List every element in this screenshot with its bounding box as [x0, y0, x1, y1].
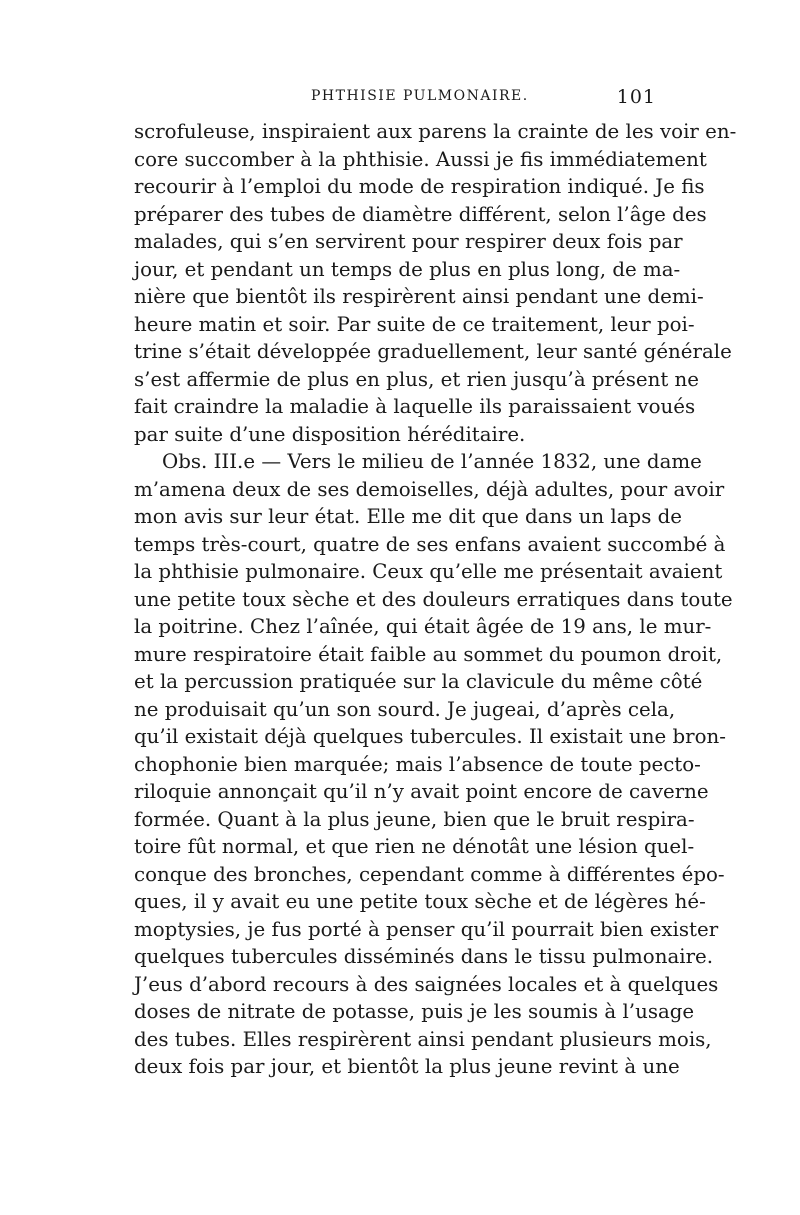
- text-line: trine s’était développée graduellement, leur santé générale: [134, 340, 732, 363]
- text-line: m’amena deux de ses demoiselles, déjà adultes, pour avoir: [134, 477, 725, 501]
- text-line: heure matin et soir. Par suite de ce traitement, leur poi-: [134, 312, 695, 336]
- text-line: ques, il y avait eu une petite toux sèche et de légères hé-: [134, 890, 706, 913]
- observation-heading-line: Obs. III.e — Vers le milieu de l’année 1832, une dame: [162, 450, 702, 473]
- text-line: temps très-court, quatre de ses enfans avaient succombé à: [134, 532, 726, 556]
- text-line: mure respiratoire était faible au sommet du poumon droit,: [134, 642, 723, 666]
- text-line: deux fois par jour, et bientôt la plus jeune revint à une: [134, 1055, 680, 1078]
- paragraph-last-line: par suite d’une disposition héréditaire.: [134, 422, 526, 446]
- text-line: malades, qui s’en servirent pour respirer deux fois par: [134, 230, 683, 253]
- text-line: recourir à l’emploi du mode de respiration indiqué. Je fis: [134, 175, 705, 198]
- text-line: scrofuleuse, inspiraient aux parens la crainte de les voir en-: [134, 120, 737, 143]
- body-text: [134, 118, 737, 1081]
- text-line: préparer des tubes de diamètre différent, selon l’âge des: [134, 202, 707, 226]
- text-line: J’eus d’abord recours à des saignées locales et à quelques: [134, 972, 719, 996]
- text-line: fait craindre la maladie à laquelle ils paraissaient voués: [134, 395, 696, 418]
- text-line: des tubes. Elles respirèrent ainsi pendant plusieurs mois,: [134, 1027, 712, 1051]
- text-line: s’est affermie de plus en plus, et rien jusqu’à présent ne: [134, 367, 700, 391]
- text-line: conque des bronches, cependant comme à différentes épo-: [134, 862, 725, 886]
- page-number: 101: [616, 86, 656, 108]
- running-title: PHTHISIE PULMONAIRE.: [311, 88, 529, 104]
- text-line: nière que bientôt ils respirèrent ainsi pendant une demi-: [134, 285, 704, 308]
- text-line: et la percussion pratiquée sur la clavicule du même côté: [134, 670, 703, 693]
- text-line: la phthisie pulmonaire. Ceux qu’elle me présentait avaient: [134, 560, 723, 583]
- text-line: moptysies, je fus porté à penser qu’il pourrait bien exister: [134, 917, 719, 941]
- text-line: une petite toux sèche et des douleurs erratiques dans toute: [134, 587, 733, 611]
- text-line: qu’il existait déjà quelques tubercules. Il existait une bron-: [134, 725, 726, 748]
- text-line: mon avis sur leur état. Elle me dit que dans un laps de: [134, 505, 683, 528]
- text-line: jour, et pendant un temps de plus en plus long, de ma-: [134, 257, 681, 281]
- text-line: toire fût normal, et que rien ne dénotât une lésion quel-: [134, 835, 695, 858]
- text-line: core succomber à la phthisie. Aussi je fis immédiatement: [134, 147, 707, 171]
- text-line: doses de nitrate de potasse, puis je les soumis à l’usage: [134, 1000, 695, 1023]
- text-line: ne produisait qu’un son sourd. Je jugeai, d’après cela,: [134, 697, 676, 721]
- text-line: chophonie bien marquée; mais l’absence de toute pecto-: [134, 752, 701, 776]
- text-line: la poitrine. Chez l’aînée, qui était âgée de 19 ans, le mur-: [134, 615, 712, 638]
- text-line: quelques tubercules disséminés dans le tissu pulmonaire.: [134, 945, 714, 968]
- text-line: riloquie annonçait qu’il n’y avait point encore de caverne: [134, 780, 709, 803]
- running-head: [136, 88, 656, 112]
- text-line: formée. Quant à la plus jeune, bien que le bruit respira-: [134, 807, 695, 831]
